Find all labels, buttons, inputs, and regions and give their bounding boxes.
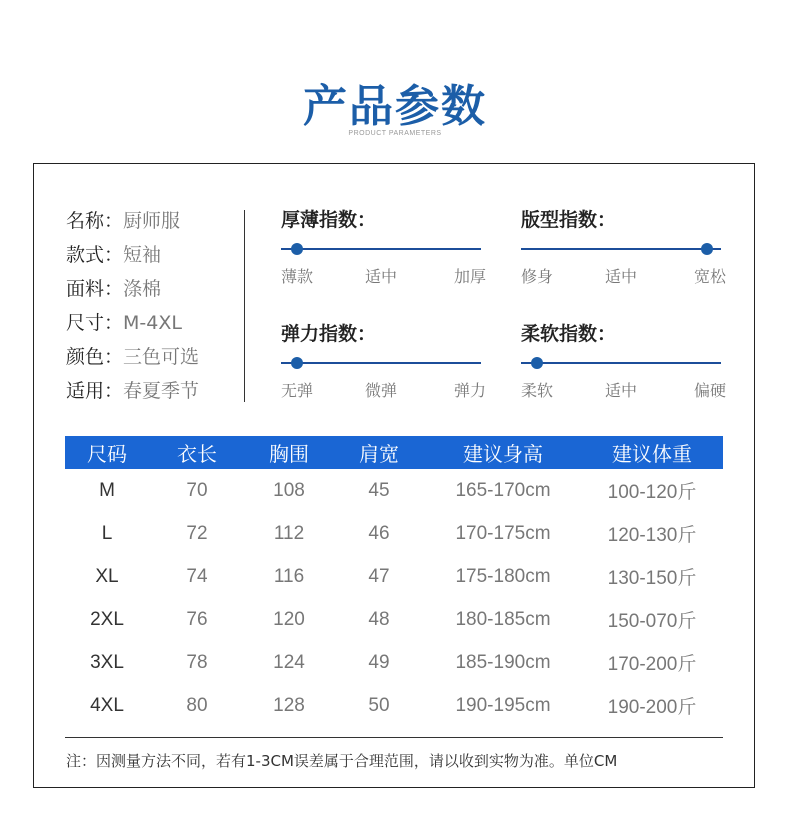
table-header-row	[65, 436, 723, 469]
table-cell: XL	[95, 565, 119, 587]
table-cell: 76	[186, 608, 208, 630]
spec-fabric	[66, 272, 199, 306]
table-cell: 48	[368, 608, 390, 630]
table-row	[65, 684, 723, 727]
spec-value: 三色可选	[123, 346, 200, 368]
table-cell: M	[99, 479, 115, 501]
index-track	[281, 248, 481, 250]
index-labels	[281, 264, 486, 286]
spec-season	[66, 374, 199, 408]
index-label-low: 修身	[521, 267, 554, 286]
index-label-low: 无弹	[281, 381, 314, 400]
page-title: 产品参数	[303, 81, 487, 132]
elasticity-index	[281, 320, 486, 400]
index-label-low: 薄款	[281, 267, 314, 286]
column-header: 衣长	[149, 436, 245, 469]
spec-list	[66, 204, 199, 408]
table-cell: 120	[273, 608, 305, 630]
note-divider	[65, 737, 723, 738]
index-label-high: 弹力	[453, 381, 486, 400]
spec-label: 颜色：	[66, 346, 124, 368]
column-header: 建议体重	[581, 436, 723, 469]
measurement-note: 注：因测量方法不同，若有1-3CM误差属于合理范围，请以收到实物为准。单位CM	[66, 752, 618, 770]
index-title: 弹力指数：	[281, 323, 377, 345]
table-cell: 150-070斤	[607, 611, 697, 632]
table-cell: 165-170cm	[455, 479, 551, 501]
index-indicator-dot	[701, 243, 713, 255]
index-label-mid: 微弹	[365, 381, 398, 400]
fit-index	[521, 206, 726, 286]
table-cell: 45	[368, 479, 390, 501]
table-cell: 49	[368, 651, 390, 673]
table-cell: 47	[368, 565, 390, 587]
index-title: 版型指数：	[521, 209, 617, 231]
spec-label: 面料：	[66, 278, 124, 300]
index-indicator-dot	[291, 357, 303, 369]
column-header: 胸围	[245, 436, 333, 469]
index-label-mid: 适中	[605, 267, 638, 286]
spec-size	[66, 306, 199, 340]
softness-index	[521, 320, 726, 400]
spec-label: 名称：	[66, 210, 124, 232]
index-label-mid: 适中	[365, 267, 398, 286]
index-track	[521, 248, 721, 250]
spec-label: 适用：	[66, 380, 124, 402]
table-cell: 3XL	[90, 651, 124, 673]
table-row	[65, 469, 723, 512]
table-cell: 80	[186, 694, 208, 716]
index-title: 柔软指数：	[521, 323, 617, 345]
table-row	[65, 512, 723, 555]
table-cell: 130-150斤	[607, 568, 697, 589]
table-cell: 70	[186, 479, 208, 501]
table-cell: 74	[186, 565, 208, 587]
column-header: 肩宽	[333, 436, 425, 469]
table-cell: 124	[273, 651, 305, 673]
table-cell: 175-180cm	[455, 565, 551, 587]
spec-value: 涤棉	[123, 278, 162, 300]
table-cell: 100-120斤	[607, 482, 697, 503]
index-indicator-dot	[291, 243, 303, 255]
table-cell: 170-175cm	[455, 522, 551, 544]
index-label-low: 柔软	[521, 381, 554, 400]
spec-label: 款式：	[66, 244, 124, 266]
page-subtitle: PRODUCT PARAMETERS	[348, 130, 442, 137]
index-labels	[521, 378, 726, 400]
index-indicator-dot	[531, 357, 543, 369]
table-cell: 112	[273, 522, 305, 544]
column-header: 建议身高	[425, 436, 581, 469]
spec-value: M-4XL	[123, 312, 182, 334]
table-cell: 72	[186, 522, 208, 544]
table-cell: 46	[368, 522, 390, 544]
table-cell: 128	[273, 694, 305, 716]
index-title: 厚薄指数：	[281, 209, 377, 231]
index-label-high: 偏硬	[693, 381, 726, 400]
spec-color	[66, 340, 199, 374]
index-label-high: 加厚	[453, 267, 486, 286]
table-cell: 180-185cm	[455, 608, 551, 630]
spec-value: 短袖	[123, 244, 162, 266]
table-cell: 108	[273, 479, 305, 501]
spec-value: 春夏季节	[123, 380, 200, 402]
vertical-divider	[244, 210, 245, 402]
table-cell: 185-190cm	[455, 651, 551, 673]
table-cell: 170-200斤	[607, 654, 697, 675]
table-cell: 50	[368, 694, 390, 716]
table-cell: 120-130斤	[607, 525, 697, 546]
table-row	[65, 598, 723, 641]
size-table	[65, 436, 723, 727]
index-track	[521, 362, 721, 364]
table-cell: L	[101, 522, 113, 544]
table-cell: 116	[273, 565, 305, 587]
index-label-mid: 适中	[605, 381, 638, 400]
spec-style	[66, 238, 199, 272]
thickness-index	[281, 206, 486, 286]
table-row	[65, 555, 723, 598]
table-cell: 78	[186, 651, 208, 673]
table-cell: 190-200斤	[607, 697, 697, 718]
index-label-high: 宽松	[693, 267, 726, 286]
spec-value: 厨师服	[123, 210, 181, 232]
parameters-card	[33, 163, 755, 788]
index-labels	[281, 378, 486, 400]
spec-name	[66, 204, 199, 238]
table-cell: 4XL	[90, 694, 124, 716]
index-labels	[521, 264, 726, 286]
index-track	[281, 362, 481, 364]
column-header: 尺码	[65, 436, 149, 469]
table-cell: 190-195cm	[455, 694, 551, 716]
spec-label: 尺寸：	[66, 312, 124, 334]
table-row	[65, 641, 723, 684]
table-cell: 2XL	[90, 608, 124, 630]
